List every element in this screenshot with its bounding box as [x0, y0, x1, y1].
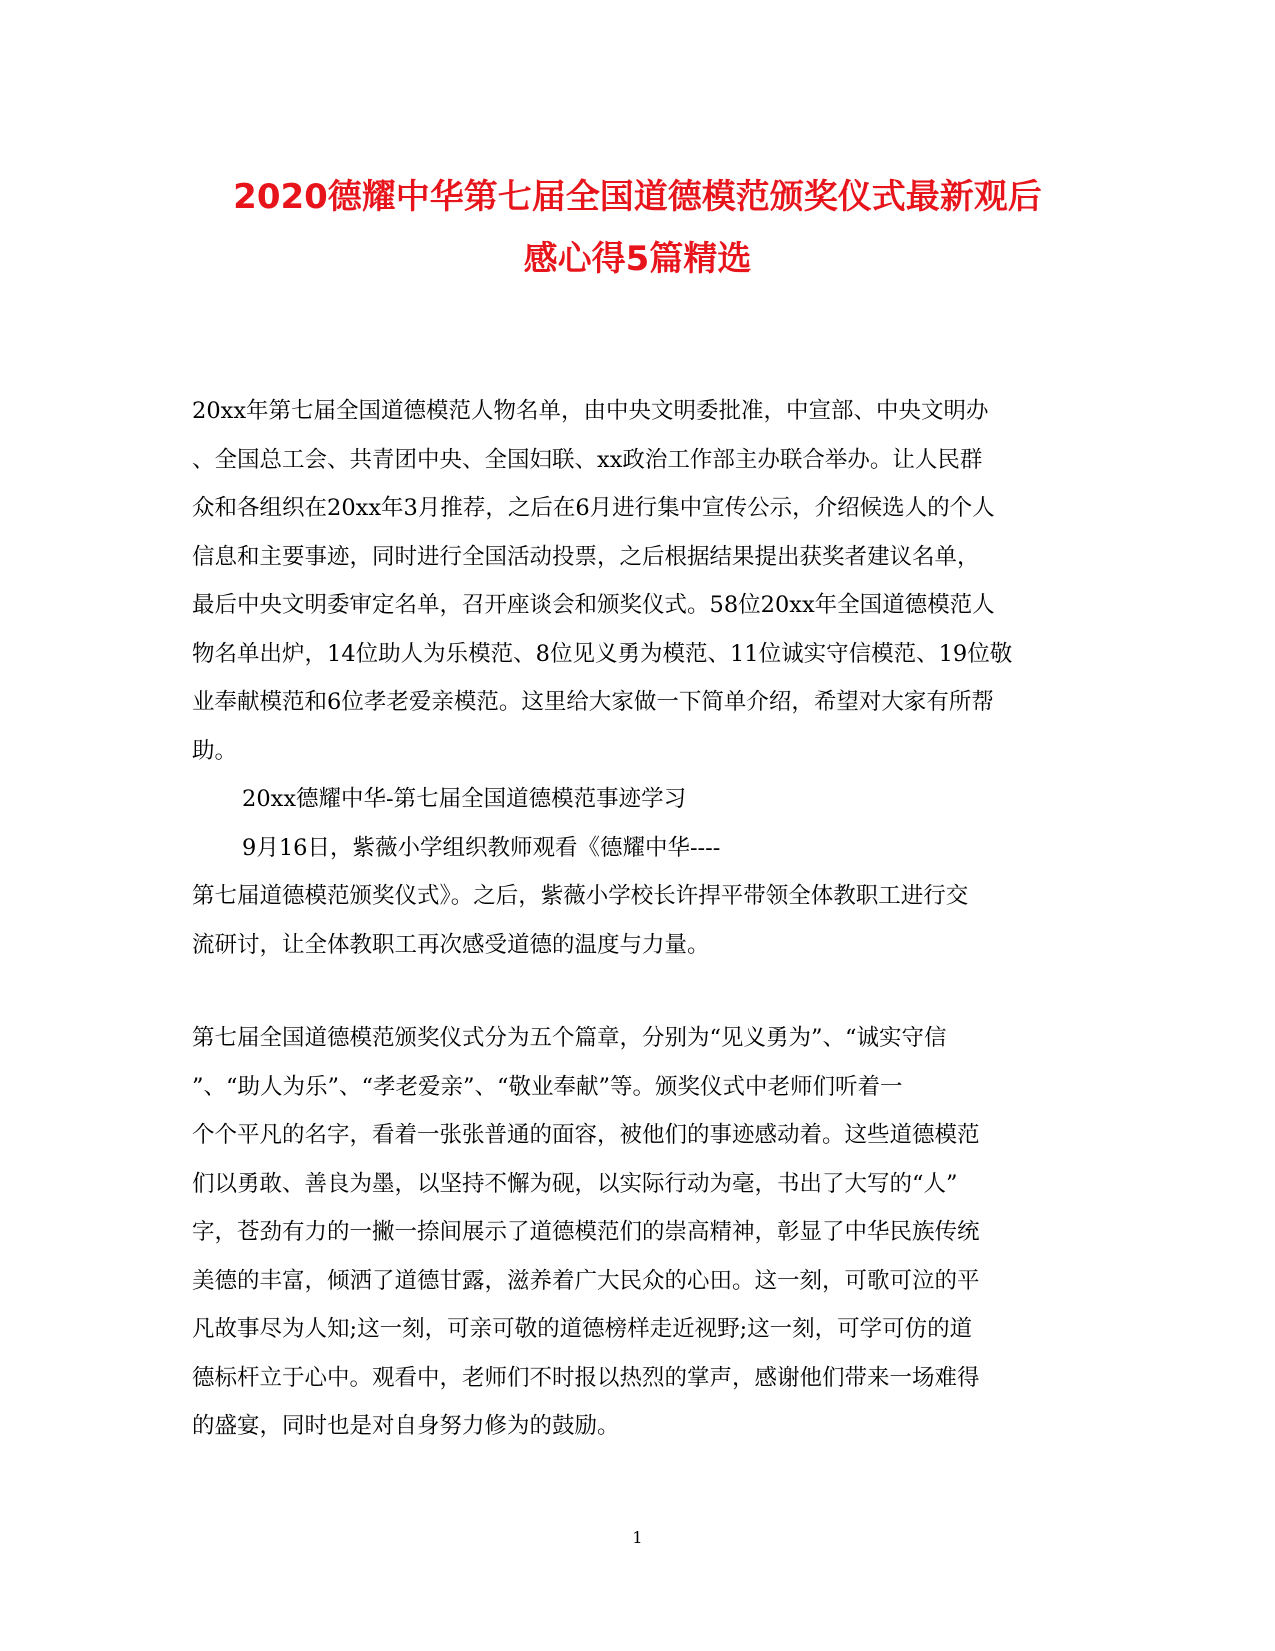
text-line: 业奉献模范和6位孝老爱亲模范。这里给大家做一下简单介绍，希望对大家有所帮 — [192, 689, 994, 715]
text-line: 20xx年第七届全国道德模范人物名单，由中央文明委批准，中宣部、中央文明办 — [192, 398, 989, 424]
text-line: ”、“助人为乐”、“孝老爱亲”、“敬业奉献”等。颁奖仪式中老师们听着一 — [192, 1073, 903, 1100]
intro-section — [192, 387, 1082, 969]
page-number: 1 — [632, 1528, 643, 1547]
title-line: 感心得5篇精选 — [523, 239, 752, 279]
text-line: 助。 — [192, 737, 238, 764]
text-line: 德标杆立于心中。观看中，老师们不时报以热烈的掌声，感谢他们带来一场难得 — [192, 1364, 980, 1391]
text-line: 个个平凡的名字，看着一张张普通的面容，被他们的事迹感动着。这些道德模范 — [192, 1122, 980, 1148]
text-line: 最后中央文明委审定名单，召开座谈会和颁奖仪式。58位20xx年全国道德模范人 — [192, 592, 995, 618]
text-line: 的盛宴，同时也是对自身努力修为的鼓励。 — [192, 1413, 620, 1439]
text-line: 凡故事尽为人知;这一刻，可亲可敬的道德榜样走近视野;这一刻，可学可仿的道 — [192, 1316, 973, 1342]
text-line: 、全国总工会、共青团中央、全国妇联、xx政治工作部主办联合举办。让人民群 — [192, 446, 983, 473]
ceremony-section — [192, 1014, 1082, 1451]
text-line: 字，苍劲有力的一撇一捺间展示了道德模范们的崇高精神，彰显了中华民族传统 — [192, 1219, 980, 1245]
text-line: 信息和主要事迹，同时进行全国活动投票，之后根据结果提出获奖者建议名单， — [192, 543, 980, 570]
text-line: 第七届道德模范颁奖仪式》。之后，紫薇小学校长许捍平带领全体教职工进行交 — [192, 883, 969, 909]
text-line: 第七届全国道德模范颁奖仪式分为五个篇章，分别为“见义勇为”、“诚实守信 — [192, 1025, 947, 1051]
subheading-line: 20xx德耀中华-第七届全国道德模范事迹学习 — [242, 786, 687, 812]
document-title — [150, 166, 1125, 290]
text-line: 众和各组织在20xx年3月推荐，之后在6月进行集中宣传公示，介绍候选人的个人 — [192, 495, 995, 521]
text-line: 物名单出炉，14位助人为乐模范、8位见义勇为模范、11位诚实守信模范、19位敬 — [192, 640, 1013, 667]
text-line: 们以勇敢、善良为墨，以坚持不懈为砚，以实际行动为毫，书出了大写的“人” — [192, 1170, 958, 1197]
text-line: 9月16日，紫薇小学组织教师观看《德耀中华---- — [242, 834, 721, 861]
text-line: 美德的丰富，倾洒了道德甘露，滋养着广大民众的心田。这一刻，可歌可泣的平 — [192, 1267, 980, 1294]
title-line: 2020德耀中华第七届全国道德模范颁奖仪式最新观后 — [233, 177, 1042, 217]
text-line: 流研讨，让全体教职工再次感受道德的温度与力量。 — [192, 931, 710, 958]
